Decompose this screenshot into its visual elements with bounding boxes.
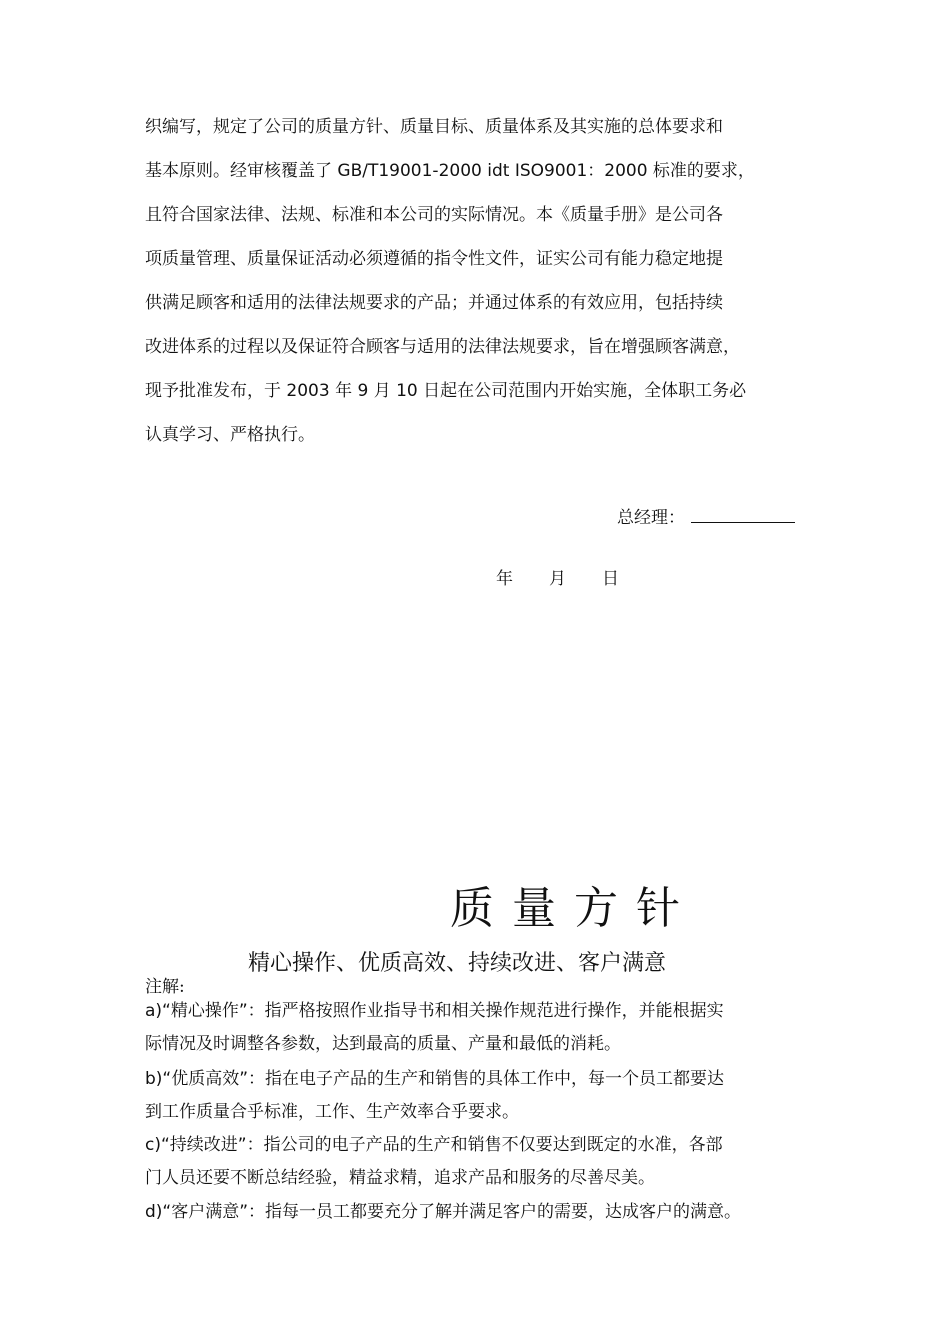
- approval-line-8: 认真学习、严格执行。: [145, 425, 315, 445]
- date-month: 月: [549, 569, 566, 589]
- note-label: 注解:: [145, 977, 185, 997]
- signature-label: 总经理：: [617, 508, 685, 528]
- policy-title: 质量方针: [450, 883, 698, 934]
- approval-line-6: 改进体系的过程以及保证符合顾客与适用的法律法规要求，旨在增强顾客满意，: [145, 337, 740, 357]
- signature-blank: [691, 504, 795, 523]
- approval-line-3: 且符合国家法律、法规、标准和本公司的实际情况。本《质量手册》是公司各: [145, 205, 723, 225]
- note-line-b1: b)“优质高效”：指在电子产品的生产和销售的具体工作中，每一个员工都要达: [145, 1069, 725, 1089]
- approval-line-4: 项质量管理、质量保证活动必须遵循的指令性文件，证实公司有能力稳定地提: [145, 249, 723, 269]
- date-day: 日: [602, 569, 619, 589]
- note-line-c2: 门人员还要不断总结经验，精益求精，追求产品和服务的尽善尽美。: [145, 1168, 655, 1188]
- note-line-d: d)“客户满意”：指每一员工都要充分了解并满足客户的需要，达成客户的满意。: [145, 1202, 742, 1222]
- signature-row: [617, 504, 795, 529]
- policy-subtitle: 精心操作、优质高效、持续改进、客户满意: [248, 951, 667, 976]
- approval-line-7: 现予批准发布，于 2003 年 9 月 10 日起在公司范围内开始实施，全体职工务必: [145, 381, 747, 401]
- note-line-c1: c)“持续改进”：指公司的电子产品的生产和销售不仅要达到既定的水准，各部: [145, 1135, 723, 1155]
- date-year: 年: [496, 569, 513, 589]
- approval-line-5: 供满足顾客和适用的法律法规要求的产品；并通过体系的有效应用，包括持续: [145, 293, 723, 313]
- note-line-a1: a)“精心操作”：指严格按照作业指导书和相关操作规范进行操作，并能根据实: [145, 1001, 724, 1021]
- approval-line-2: 基本原则。经审核覆盖了 GB/T19001-2000 idt ISO9001：2000 标准的要求，: [145, 161, 755, 181]
- date-row: [496, 568, 655, 590]
- approval-line-1: 织编写，规定了公司的质量方针、质量目标、质量体系及其实施的总体要求和: [145, 117, 723, 137]
- note-line-a2: 际情况及时调整各参数，达到最高的质量、产量和最低的消耗。: [145, 1034, 621, 1054]
- note-line-b2: 到工作质量合乎标准，工作、生产效率合乎要求。: [145, 1102, 519, 1122]
